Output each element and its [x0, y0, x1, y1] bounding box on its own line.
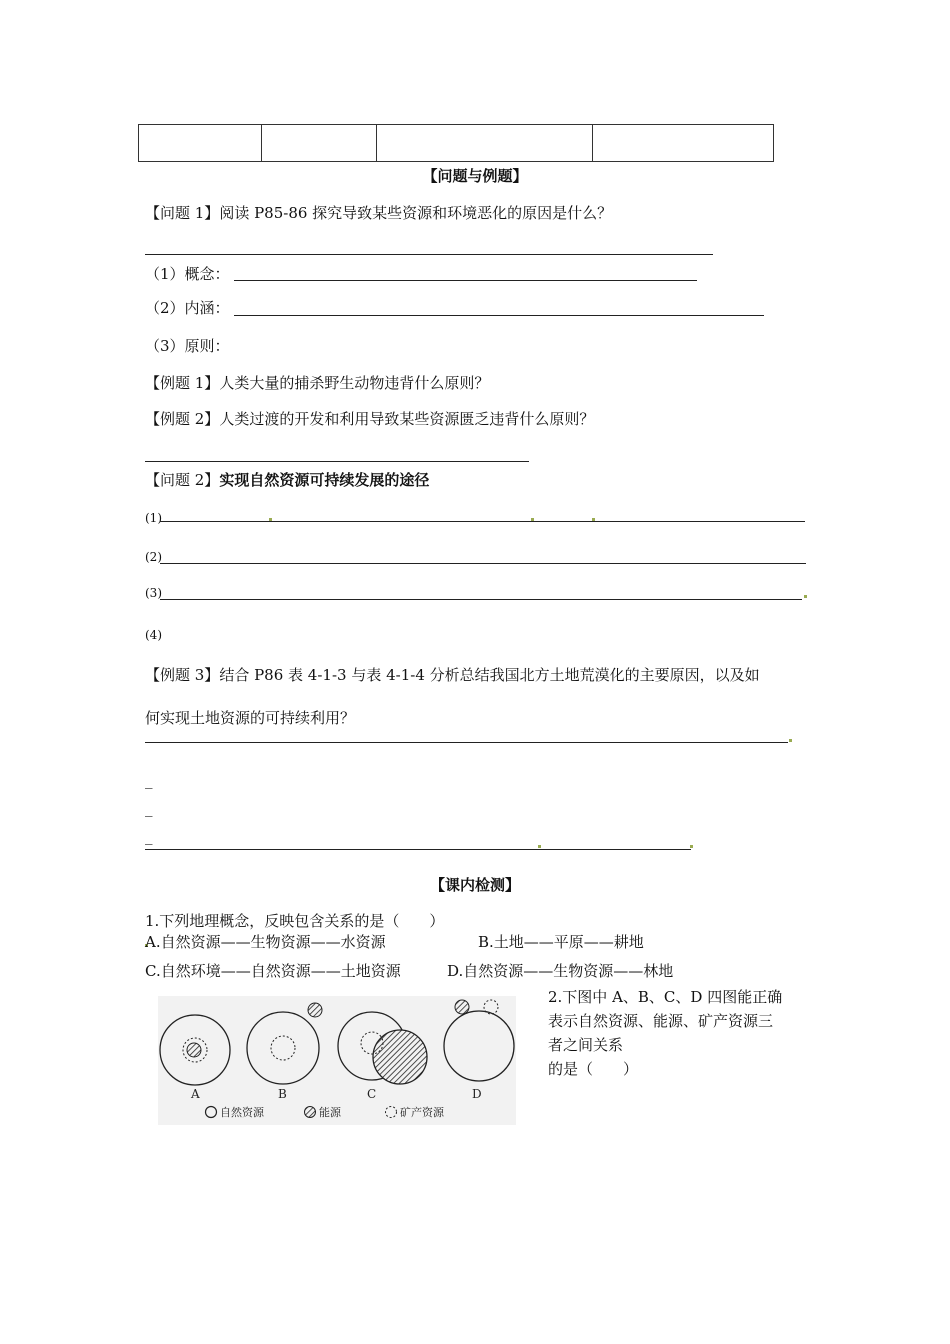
diagram-d — [444, 1000, 514, 1081]
table-cell — [593, 125, 774, 162]
mineral-resource-circle — [484, 1000, 498, 1014]
natural-resource-circle — [444, 1011, 514, 1081]
way-1-answer-line[interactable] — [160, 521, 805, 522]
marker — [804, 595, 807, 598]
energy-circle — [187, 1043, 201, 1057]
energy-circle — [308, 1003, 322, 1017]
legend-natural-resource-symbol — [206, 1107, 217, 1118]
label-b: B — [278, 1087, 287, 1101]
example-1 — [145, 373, 489, 393]
energy-circle — [373, 1030, 427, 1084]
question-2-text: 实现自然资源可持续发展的途径 — [219, 471, 430, 489]
mcq-1-option-c: C.自然环境——自然资源——土地资源 — [145, 962, 401, 980]
way-2-label: (2) — [145, 550, 162, 564]
legend-mineral-resource: 矿产资源 — [400, 1106, 444, 1119]
legend-energy-symbol — [305, 1107, 316, 1118]
way-1-label: (1) — [145, 511, 162, 525]
table-cell — [139, 125, 262, 162]
legend-natural-resource: 自然资源 — [220, 1106, 264, 1119]
answer-line[interactable] — [145, 849, 691, 850]
example-2-prefix: 【例题 2】 — [145, 410, 220, 428]
mcq-1-option-a: A.自然资源——生物资源——水资源 — [145, 933, 386, 951]
question-2 — [145, 470, 429, 490]
empty-table — [138, 124, 774, 162]
legend-mineral-symbol — [386, 1107, 397, 1118]
blank-dash: _ — [145, 799, 153, 817]
mcq-1-option-b: B.土地——平原——耕地 — [478, 933, 644, 951]
example-2-text: 人类过渡的开发和利用导致某些资源匮乏违背什么原则？ — [219, 410, 595, 428]
marker — [538, 845, 541, 848]
question-1-prefix: 【问题 1】 — [145, 204, 220, 222]
question-2-prefix: 【问题 2】 — [145, 471, 220, 489]
marker — [269, 518, 272, 521]
concept-label: （1）概念： — [145, 265, 230, 283]
diagram-c — [338, 1012, 427, 1084]
example-3-text-line-2: 何实现土地资源的可持续利用？ — [145, 709, 356, 727]
table-row — [139, 125, 774, 162]
example-3 — [145, 665, 760, 685]
diagram-b — [247, 1003, 322, 1084]
way-4-label: (4) — [145, 628, 162, 642]
example-3-text-line-1: 结合 P86 表 4-1-3 与表 4-1-4 分析总结我国北方土地荒漠化的主要原因，以及如 — [219, 666, 760, 684]
mcq-1-stem: 1.下列地理概念，反映包含关系的是（ ） — [145, 912, 445, 930]
question-1 — [145, 203, 612, 223]
section-heading: 【问题与例题】 — [422, 167, 528, 185]
marker — [690, 845, 693, 848]
mcq-2-line-4: 的是（ ） — [548, 1060, 639, 1078]
way-3-label: (3) — [145, 586, 162, 600]
table-cell — [262, 125, 377, 162]
marker — [592, 518, 595, 521]
diagram-a — [160, 1015, 230, 1085]
answer-line[interactable] — [145, 742, 788, 743]
way-2-answer-line[interactable] — [160, 563, 806, 564]
check-heading: 【课内检测】 — [429, 876, 520, 894]
example-2 — [145, 409, 594, 429]
table-cell — [377, 125, 593, 162]
mcq-1-option-d: D.自然资源——生物资源——林地 — [447, 962, 674, 980]
marker — [789, 739, 792, 742]
venn-figure — [158, 996, 516, 1125]
marker — [531, 518, 534, 521]
answer-line[interactable] — [145, 254, 713, 255]
connotation-answer-line[interactable] — [234, 315, 764, 316]
legend — [206, 1105, 445, 1119]
concept-answer-line[interactable] — [234, 280, 697, 281]
example-3-prefix: 【例题 3】 — [145, 666, 220, 684]
principle-label: （3）原则： — [145, 337, 230, 355]
label-a: A — [191, 1087, 200, 1101]
example-1-prefix: 【例题 1】 — [145, 374, 220, 392]
example-1-text: 人类大量的捕杀野生动物违背什么原则？ — [219, 374, 490, 392]
question-1-text: 阅读 P85-86 探究导致某些资源和环境恶化的原因是什么？ — [219, 204, 613, 222]
blank-dash: _ — [145, 827, 153, 845]
energy-circle — [455, 1000, 469, 1014]
mcq-2-line-3: 者之间关系 — [548, 1036, 624, 1054]
mcq-2-line-1: 2.下图中 A、B、C、D 四图能正确 — [548, 988, 783, 1006]
natural-resource-circle — [247, 1012, 319, 1084]
label-d: D — [472, 1087, 482, 1101]
mineral-resource-circle — [271, 1036, 295, 1060]
venn-diagram — [158, 996, 516, 1125]
legend-energy: 能源 — [319, 1106, 341, 1119]
label-c: C — [367, 1087, 377, 1101]
answer-line[interactable] — [145, 461, 529, 462]
connotation-label: （2）内涵： — [145, 299, 230, 317]
blank-dash: _ — [145, 771, 153, 789]
way-3-answer-line[interactable] — [160, 599, 802, 600]
mcq-2-line-2: 表示自然资源、能源、矿产资源三 — [548, 1012, 774, 1030]
